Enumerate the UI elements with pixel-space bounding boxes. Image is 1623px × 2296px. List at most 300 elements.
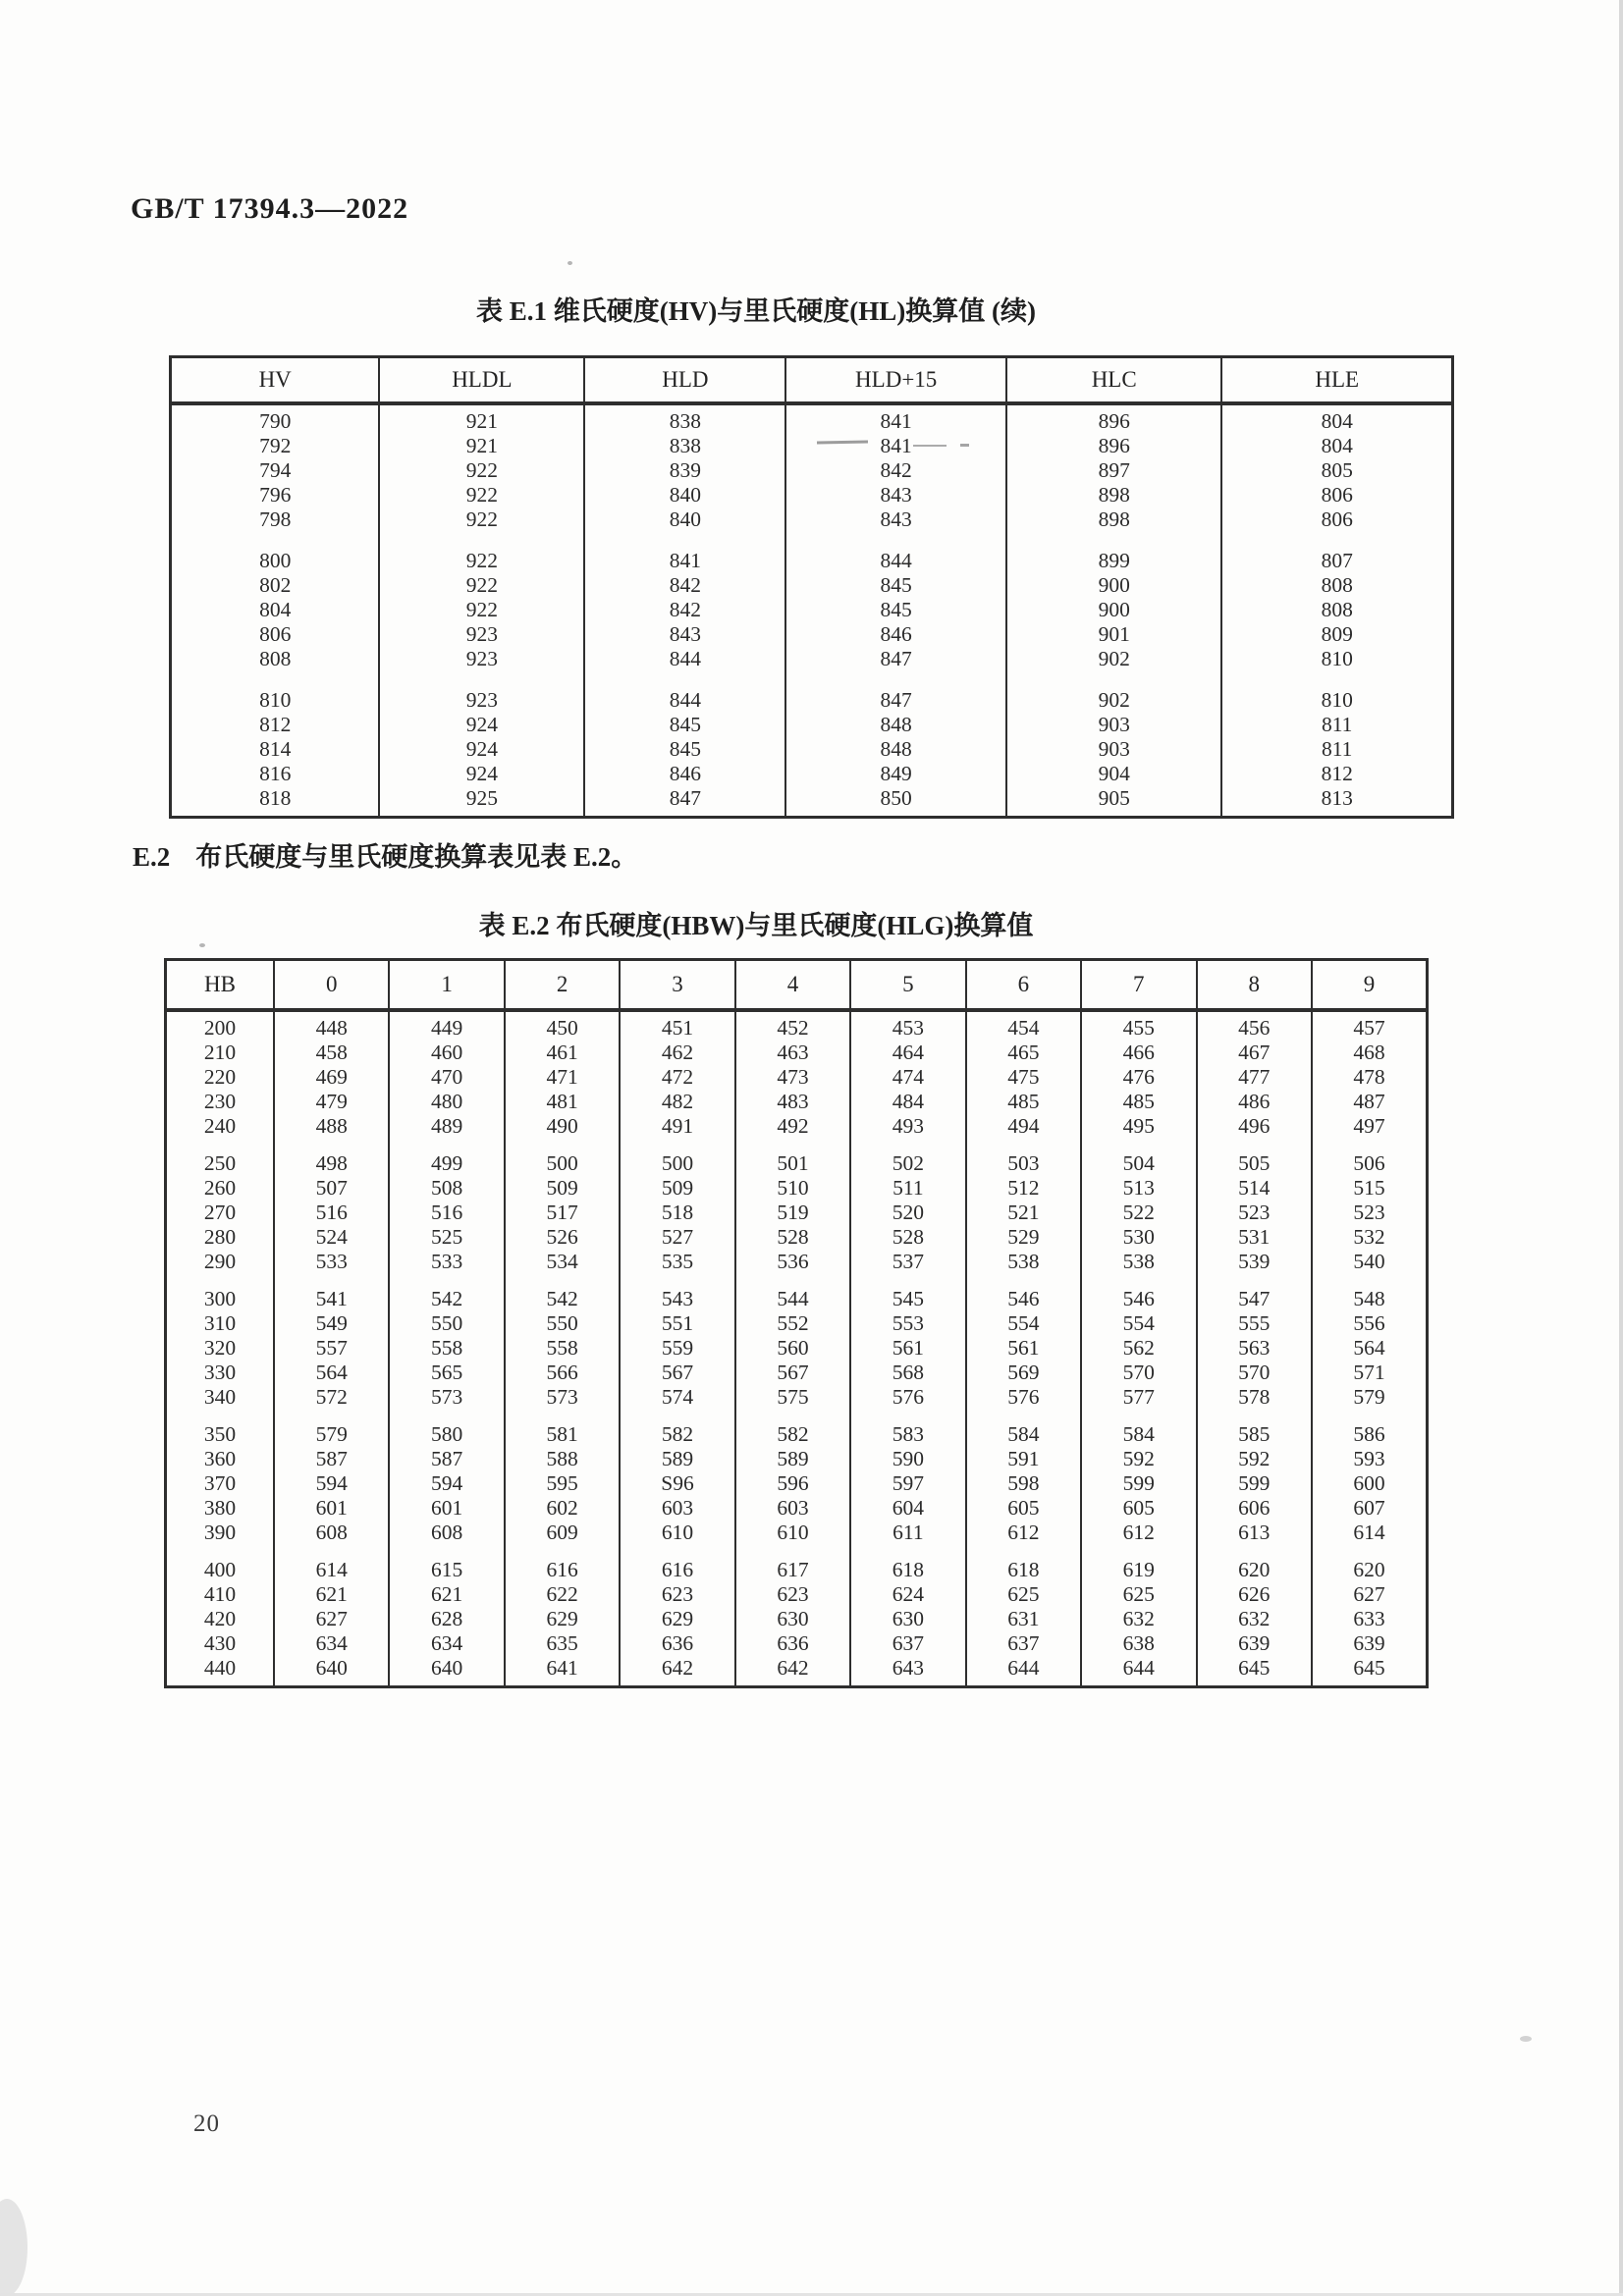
table-cell: 849	[785, 762, 1006, 786]
table-e2-caption: 表 E.2 布氏硬度(HBW)与里氏硬度(HLG)换算值	[478, 911, 1034, 940]
table-cell: 490	[505, 1114, 620, 1139]
table-cell: 503	[966, 1139, 1081, 1176]
table-cell: 574	[620, 1385, 734, 1410]
table-cell: 330	[203, 1361, 237, 1384]
table-cell: 557	[274, 1336, 389, 1361]
table-cell: 455	[1081, 1010, 1196, 1041]
table-cell: 478	[1312, 1065, 1428, 1090]
table-row	[166, 1250, 1428, 1274]
table-cell: 847	[785, 671, 1006, 713]
table-cell: 469	[274, 1065, 389, 1090]
table-cell: 844	[785, 532, 1006, 573]
table-cell: 842	[584, 598, 785, 622]
table-cell: 848	[785, 713, 1006, 737]
table-cell: 839	[584, 458, 785, 483]
table-cell: 635	[505, 1631, 620, 1656]
table-cell: 628	[389, 1607, 504, 1631]
scan-smudge	[0, 2199, 27, 2296]
table-cell: 621	[389, 1582, 504, 1607]
table-cell: 850	[785, 786, 1006, 818]
column-header-hle: HLE	[1221, 357, 1452, 404]
table-cell: 545	[850, 1274, 965, 1311]
table-cell: 524	[274, 1225, 389, 1250]
column-header-hldl: HLDL	[379, 357, 584, 404]
table-cell: 538	[966, 1250, 1081, 1274]
table-cell: 457	[1312, 1010, 1428, 1041]
table-cell: 501	[735, 1139, 850, 1176]
table-cell: 629	[620, 1607, 734, 1631]
table-cell: 613	[1197, 1521, 1312, 1545]
table-cell: 642	[620, 1656, 734, 1687]
scan-artifact-dash	[913, 445, 947, 447]
table-cell: 643	[850, 1656, 965, 1687]
table-cell: 350	[203, 1422, 237, 1446]
table-cell: 483	[735, 1090, 850, 1114]
table-cell: 630	[850, 1607, 965, 1631]
table-cell: 548	[1312, 1274, 1428, 1311]
table-cell: 250	[203, 1151, 237, 1175]
table-row	[166, 1114, 1428, 1139]
table-cell: 844	[584, 671, 785, 713]
table-cell: 579	[274, 1410, 389, 1447]
table-cell: 500	[620, 1139, 734, 1176]
table-cell: 494	[966, 1114, 1081, 1139]
table-cell: 622	[505, 1582, 620, 1607]
scan-speck	[568, 261, 572, 265]
table-cell: 584	[966, 1410, 1081, 1447]
table-cell: 564	[1312, 1336, 1428, 1361]
table-cell: 632	[1197, 1607, 1312, 1631]
table-cell: 497	[1312, 1114, 1428, 1139]
table-cell: 543	[620, 1274, 734, 1311]
table-cell: 466	[1081, 1041, 1196, 1065]
table-row	[166, 1471, 1428, 1496]
column-header-5: 5	[850, 960, 965, 1011]
table-cell: 845	[584, 737, 785, 762]
table-cell: 922	[379, 573, 584, 598]
table-cell: 430	[203, 1631, 237, 1655]
table-cell: 611	[850, 1521, 965, 1545]
table-cell: 582	[620, 1410, 734, 1447]
table-cell: 624	[850, 1582, 965, 1607]
table-row	[166, 1545, 1428, 1582]
table-cell: 790	[259, 409, 292, 433]
table-cell: 555	[1197, 1311, 1312, 1336]
table-cell: 462	[620, 1041, 734, 1065]
table-e1-header	[171, 357, 1453, 404]
table-cell: 535	[620, 1250, 734, 1274]
table-cell: 410	[203, 1582, 237, 1606]
table-row	[171, 573, 1453, 598]
table-cell: 898	[1006, 507, 1221, 532]
table-cell: 591	[966, 1447, 1081, 1471]
table-e1-caption: 表 E.1 维氏硬度(HV)与里氏硬度(HL)换算值 (续)	[476, 296, 1036, 326]
table-row	[171, 458, 1453, 483]
table-cell: 618	[850, 1545, 965, 1582]
table-cell: 536	[735, 1250, 850, 1274]
table-cell: 511	[850, 1176, 965, 1201]
table-cell: 796	[259, 483, 292, 507]
table-cell: 488	[274, 1114, 389, 1139]
scan-edge	[1619, 0, 1623, 2296]
table-cell: 601	[274, 1496, 389, 1521]
table-row	[166, 1336, 1428, 1361]
table-cell: 570	[1197, 1361, 1312, 1385]
table-cell: 502	[850, 1139, 965, 1176]
table-cell: 596	[735, 1471, 850, 1496]
table-cell: 576	[966, 1385, 1081, 1410]
table-cell: 625	[966, 1582, 1081, 1607]
table-cell: 554	[966, 1311, 1081, 1336]
table-cell: 806	[1221, 483, 1452, 507]
table-cell: 420	[203, 1607, 237, 1630]
table-cell: 509	[620, 1176, 734, 1201]
table-cell: 491	[620, 1114, 734, 1139]
table-cell: 923	[379, 622, 584, 647]
table-cell: 614	[1312, 1521, 1428, 1545]
table-cell: 518	[620, 1201, 734, 1225]
table-cell: 644	[966, 1656, 1081, 1687]
table-cell: 818	[259, 786, 292, 810]
table-e2-body	[166, 1010, 1428, 1687]
table-cell: 812	[259, 713, 292, 736]
column-header-8: 8	[1197, 960, 1312, 1011]
table-cell: 846	[785, 622, 1006, 647]
table-cell: 639	[1312, 1631, 1428, 1656]
table-cell: 811	[1221, 713, 1452, 737]
table-cell: 516	[389, 1201, 504, 1225]
table-cell: 558	[389, 1336, 504, 1361]
column-header-0: 0	[274, 960, 389, 1011]
table-cell: 559	[620, 1336, 734, 1361]
table-cell: 533	[389, 1250, 504, 1274]
table-cell: 550	[505, 1311, 620, 1336]
table-cell: 521	[966, 1201, 1081, 1225]
table-cell: 542	[505, 1274, 620, 1311]
table-cell: 608	[274, 1521, 389, 1545]
table-cell: 922	[379, 532, 584, 573]
table-cell: 482	[620, 1090, 734, 1114]
table-cell: 563	[1197, 1336, 1312, 1361]
scan-speck	[199, 943, 205, 947]
table-cell: 500	[505, 1139, 620, 1176]
table-cell: 476	[1081, 1065, 1196, 1090]
table-cell: 530	[1081, 1225, 1196, 1250]
table-cell: 464	[850, 1041, 965, 1065]
table-cell: 550	[389, 1311, 504, 1336]
table-cell: 519	[735, 1201, 850, 1225]
table-cell: 528	[735, 1225, 850, 1250]
table-cell: 290	[203, 1250, 237, 1273]
table-cell: 513	[1081, 1176, 1196, 1201]
table-cell: 569	[966, 1361, 1081, 1385]
table-cell: 921	[379, 403, 584, 434]
table-cell: 598	[966, 1471, 1081, 1496]
table-cell: 440	[203, 1656, 237, 1680]
table-cell: 498	[274, 1139, 389, 1176]
table-cell: 623	[735, 1582, 850, 1607]
table-cell: 804	[259, 598, 292, 621]
table-row	[171, 434, 1453, 458]
table-cell: 639	[1197, 1631, 1312, 1656]
table-cell: 572	[274, 1385, 389, 1410]
table-cell: 620	[1197, 1545, 1312, 1582]
table-row	[171, 713, 1453, 737]
table-cell: 541	[274, 1274, 389, 1311]
clause-text: 布氏硬度与里氏硬度换算表见表 E.2。	[195, 842, 638, 872]
table-cell: 808	[1221, 573, 1452, 598]
table-cell: 573	[505, 1385, 620, 1410]
table-cell: 560	[735, 1336, 850, 1361]
table-row	[171, 598, 1453, 622]
table-cell: 642	[735, 1656, 850, 1687]
table-row	[166, 1607, 1428, 1631]
table-cell: 623	[620, 1582, 734, 1607]
table-cell: 485	[966, 1090, 1081, 1114]
table-cell: 589	[735, 1447, 850, 1471]
table-cell: 840	[584, 483, 785, 507]
table-cell: 310	[203, 1311, 237, 1335]
table-cell: 634	[274, 1631, 389, 1656]
table-cell: 599	[1197, 1471, 1312, 1496]
table-cell: 848	[785, 737, 1006, 762]
table-cell: 923	[379, 671, 584, 713]
table-cell: 561	[966, 1336, 1081, 1361]
table-cell: 467	[1197, 1041, 1312, 1065]
table-cell: 578	[1197, 1385, 1312, 1410]
table-cell: 531	[1197, 1225, 1312, 1250]
table-cell: 571	[1312, 1361, 1428, 1385]
table-cell: 812	[1221, 762, 1452, 786]
table-cell: 485	[1081, 1090, 1196, 1114]
table-cell: 633	[1312, 1607, 1428, 1631]
table-cell: 618	[966, 1545, 1081, 1582]
table-cell: 517	[505, 1201, 620, 1225]
table-cell: 542	[389, 1274, 504, 1311]
table-cell: 568	[850, 1361, 965, 1385]
table-cell: 847	[785, 647, 1006, 671]
table-cell: 556	[1312, 1311, 1428, 1336]
table-cell: 601	[389, 1496, 504, 1521]
table-cell: 616	[505, 1545, 620, 1582]
table-cell: 637	[966, 1631, 1081, 1656]
table-cell: 924	[379, 762, 584, 786]
table-cell: 810	[1221, 647, 1452, 671]
table-cell: 525	[389, 1225, 504, 1250]
table-row	[166, 1201, 1428, 1225]
table-cell: 923	[379, 647, 584, 671]
table-cell: 617	[735, 1545, 850, 1582]
table-cell: 544	[735, 1274, 850, 1311]
column-header-hb: HB	[166, 960, 275, 1011]
table-cell: 220	[203, 1065, 237, 1089]
table-cell: 471	[505, 1065, 620, 1090]
table-cell: 527	[620, 1225, 734, 1250]
table-cell: 579	[1312, 1385, 1428, 1410]
table-cell: 612	[966, 1521, 1081, 1545]
table-cell: 558	[505, 1336, 620, 1361]
table-cell: 640	[389, 1656, 504, 1687]
table-cell: 627	[274, 1607, 389, 1631]
table-row	[166, 1139, 1428, 1176]
table-cell: 538	[1081, 1250, 1196, 1274]
table-cell: 499	[389, 1139, 504, 1176]
table-cell: 900	[1006, 573, 1221, 598]
table-row	[171, 671, 1453, 713]
table-cell: 484	[850, 1090, 965, 1114]
table-row	[166, 1274, 1428, 1311]
table-cell: 554	[1081, 1311, 1196, 1336]
table-cell: 614	[274, 1545, 389, 1582]
table-cell: 576	[850, 1385, 965, 1410]
table-cell: 567	[735, 1361, 850, 1385]
table-cell: 811	[1221, 737, 1452, 762]
table-cell: 841	[785, 434, 1006, 458]
table-cell: 612	[1081, 1521, 1196, 1545]
table-row	[166, 1225, 1428, 1250]
table-cell: 534	[505, 1250, 620, 1274]
table-cell: 632	[1081, 1607, 1196, 1631]
table-cell: 575	[735, 1385, 850, 1410]
table-row	[166, 1176, 1428, 1201]
table-cell: 804	[1221, 403, 1452, 434]
table-cell: 510	[735, 1176, 850, 1201]
table-cell: 514	[1197, 1176, 1312, 1201]
table-cell: 456	[1197, 1010, 1312, 1041]
table-cell: 565	[389, 1361, 504, 1385]
table-cell: 605	[966, 1496, 1081, 1521]
table-cell: 581	[505, 1410, 620, 1447]
table-cell: 616	[620, 1545, 734, 1582]
table-cell: 592	[1081, 1447, 1196, 1471]
table-cell: 512	[966, 1176, 1081, 1201]
table-e1	[169, 355, 1454, 819]
table-cell: 905	[1006, 786, 1221, 818]
table-row	[166, 1311, 1428, 1336]
table-row	[166, 1521, 1428, 1545]
table-cell: 515	[1312, 1176, 1428, 1201]
table-row	[166, 1065, 1428, 1090]
table-cell: 638	[1081, 1631, 1196, 1656]
table-cell: 594	[389, 1471, 504, 1496]
column-header-hld: HLD	[584, 357, 785, 404]
table-row	[166, 1582, 1428, 1607]
table-cell: 842	[584, 573, 785, 598]
table-cell: 585	[1197, 1410, 1312, 1447]
clause-number: E.2	[133, 842, 171, 872]
table-cell: 600	[1312, 1471, 1428, 1496]
table-cell: 810	[259, 688, 292, 712]
table-cell: 509	[505, 1176, 620, 1201]
table-cell: 587	[389, 1447, 504, 1471]
table-row	[171, 532, 1453, 573]
table-cell: 493	[850, 1114, 965, 1139]
table-row	[166, 1656, 1428, 1687]
table-cell: 470	[389, 1065, 504, 1090]
table-cell: 631	[966, 1607, 1081, 1631]
table-cell: 620	[1312, 1545, 1428, 1582]
table-cell: 838	[584, 403, 785, 434]
table-cell: 458	[274, 1041, 389, 1065]
table-cell: 841	[584, 532, 785, 573]
table-cell: 809	[1221, 622, 1452, 647]
table-cell: 922	[379, 598, 584, 622]
table-cell: 903	[1006, 713, 1221, 737]
table-cell: 621	[274, 1582, 389, 1607]
table-cell: 495	[1081, 1114, 1196, 1139]
table-cell: 523	[1312, 1201, 1428, 1225]
table-cell: 610	[735, 1521, 850, 1545]
table-cell: 921	[379, 434, 584, 458]
table-cell: 636	[735, 1631, 850, 1656]
table-row	[171, 403, 1453, 434]
column-header-6: 6	[966, 960, 1081, 1011]
table-cell: 588	[505, 1447, 620, 1471]
scan-artifact-dot	[960, 444, 969, 447]
table-cell: 814	[259, 737, 292, 761]
table-row	[166, 1090, 1428, 1114]
column-header-3: 3	[620, 960, 734, 1011]
table-cell: 589	[620, 1447, 734, 1471]
table-cell: 200	[203, 1016, 237, 1040]
table-cell: 626	[1197, 1582, 1312, 1607]
table-cell: 549	[274, 1311, 389, 1336]
table-cell: 473	[735, 1065, 850, 1090]
column-header-4: 4	[735, 960, 850, 1011]
table-row	[171, 786, 1453, 818]
table-cell: 806	[259, 622, 292, 646]
column-header-hld15: HLD+15	[785, 357, 1006, 404]
table-cell: 599	[1081, 1471, 1196, 1496]
table-cell: 590	[850, 1447, 965, 1471]
table-cell: 480	[389, 1090, 504, 1114]
table-e2	[164, 958, 1429, 1688]
table-cell: 451	[620, 1010, 734, 1041]
table-cell: 552	[735, 1311, 850, 1336]
clause-e2	[133, 835, 637, 874]
table-cell: 566	[505, 1361, 620, 1385]
table-cell: 230	[203, 1090, 237, 1113]
table-row	[171, 622, 1453, 647]
table-cell: 587	[274, 1447, 389, 1471]
table-row	[166, 1041, 1428, 1065]
table-cell: 898	[1006, 483, 1221, 507]
table-cell: 896	[1006, 434, 1221, 458]
table-cell: 594	[274, 1471, 389, 1496]
table-cell: 505	[1197, 1139, 1312, 1176]
table-cell: 804	[1221, 434, 1452, 458]
table-cell: 843	[584, 622, 785, 647]
table-row	[166, 1361, 1428, 1385]
table-cell: 561	[850, 1336, 965, 1361]
table-cell: 546	[966, 1274, 1081, 1311]
table-cell: 603	[735, 1496, 850, 1521]
table-row	[166, 1447, 1428, 1471]
table-e2-header	[166, 960, 1428, 1011]
table-cell: 450	[505, 1010, 620, 1041]
table-cell: 904	[1006, 762, 1221, 786]
column-header-1: 1	[389, 960, 504, 1011]
column-header-hv: HV	[171, 357, 380, 404]
table-cell: 546	[1081, 1274, 1196, 1311]
table-cell: 924	[379, 737, 584, 762]
table-row	[166, 1496, 1428, 1521]
column-header-2: 2	[505, 960, 620, 1011]
table-cell: 897	[1006, 458, 1221, 483]
table-cell: 570	[1081, 1361, 1196, 1385]
table-cell: 846	[584, 762, 785, 786]
table-cell: 922	[379, 483, 584, 507]
